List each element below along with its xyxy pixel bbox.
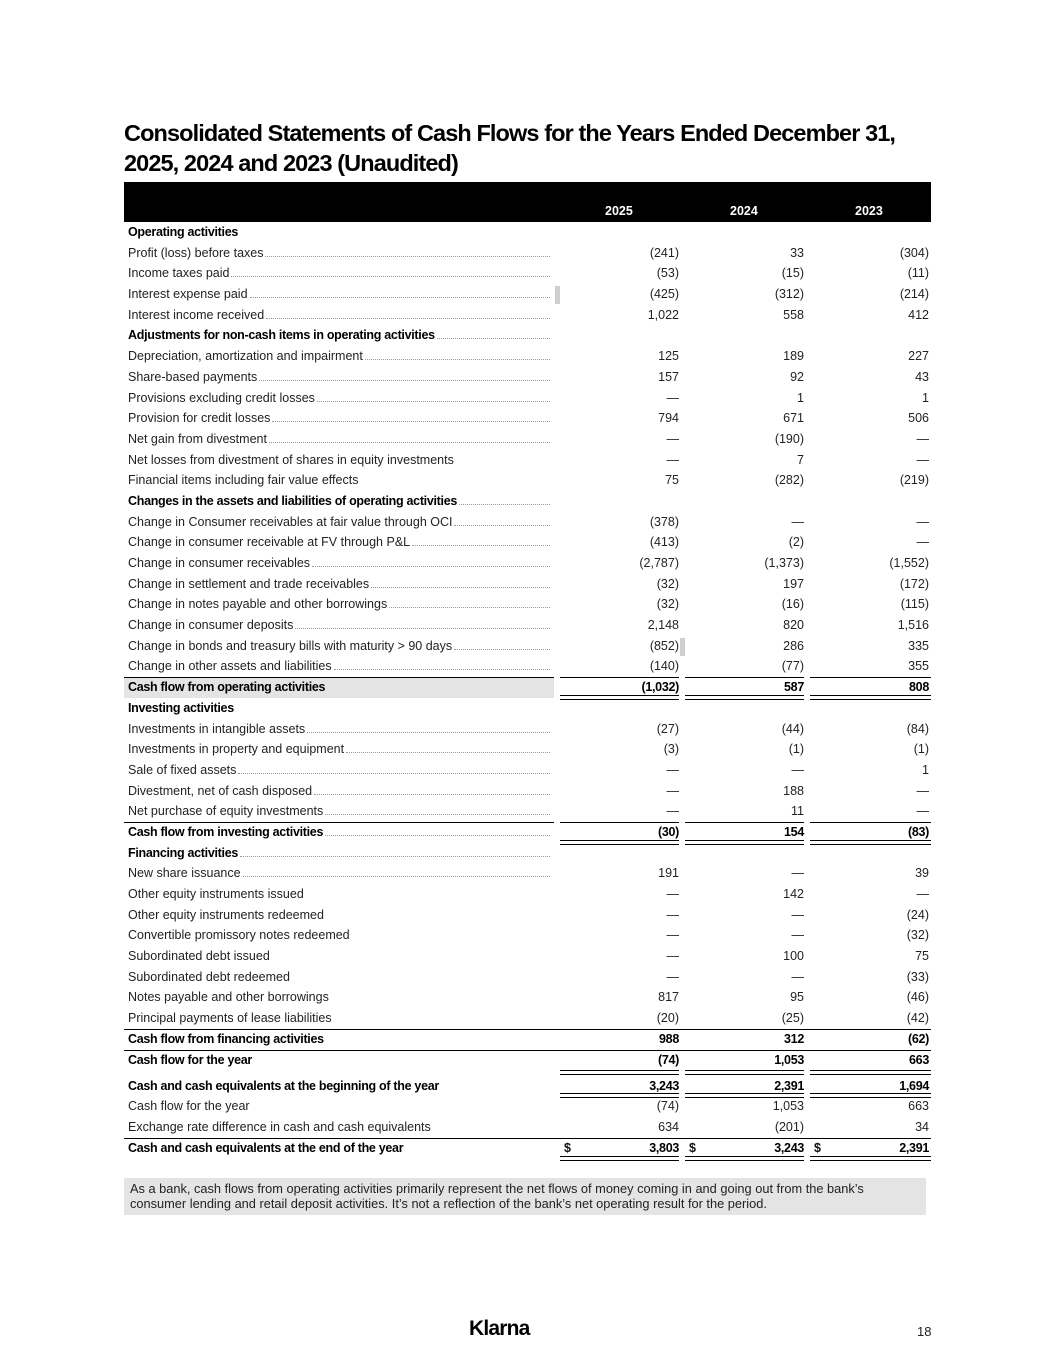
value-2025: 3,243	[649, 1078, 679, 1093]
value-2024: 1	[797, 390, 804, 405]
dot-leader	[454, 649, 550, 650]
value-2025: (3)	[663, 742, 679, 757]
table-row	[124, 574, 931, 595]
value-2024: —	[791, 907, 804, 922]
row-label: Exchange rate difference in cash and cash equivalents	[128, 1119, 431, 1134]
table-row	[124, 863, 931, 884]
row-label: Net purchase of equity investments	[128, 804, 324, 819]
value-2023: 335	[908, 638, 929, 653]
value-2023: —	[916, 887, 929, 901]
value-2025: (1,032)	[641, 680, 679, 695]
row-label: Change in notes payable and other borrowings	[128, 597, 388, 612]
column-header-2023: 2023	[855, 204, 883, 218]
value-2023: 227	[908, 349, 929, 364]
row-label: Subordinated debt issued	[128, 949, 270, 964]
value-2023: 34	[915, 1119, 929, 1134]
value-2024: (25)	[781, 1011, 804, 1026]
value-2023: 39	[915, 866, 929, 881]
value-2024: 154	[784, 824, 804, 839]
value-2025: 1,022	[647, 307, 679, 322]
value-2025: (20)	[656, 1011, 679, 1026]
dot-leader	[265, 256, 550, 257]
value-2024: 1,053	[772, 1099, 804, 1114]
value-2023: 2,391	[899, 1140, 929, 1155]
value-2025: —	[666, 762, 679, 777]
row-label: New share issuance	[128, 866, 241, 881]
value-2023: (32)	[906, 928, 929, 943]
currency-symbol: $	[814, 1140, 821, 1155]
table-row	[124, 594, 931, 615]
value-2023: —	[916, 783, 929, 798]
value-2024: (312)	[774, 287, 804, 302]
row-label: Investments in property and equipment	[128, 742, 345, 757]
dot-leader	[325, 835, 550, 836]
value-2025: —	[666, 431, 679, 446]
table-row	[124, 429, 931, 450]
table-row	[124, 470, 931, 491]
value-2023: (83)	[907, 824, 929, 839]
total-row-cash-end-of-year	[124, 1138, 931, 1159]
value-2025: —	[666, 452, 679, 467]
row-label: Profit (loss) before taxes	[128, 245, 264, 260]
row-label: Cash flow for the year	[128, 1052, 252, 1067]
value-2024: (2)	[788, 535, 804, 550]
value-2025: 157	[658, 369, 679, 384]
row-label: Other equity instruments issued	[128, 887, 304, 901]
double-rule	[560, 1156, 679, 1161]
table-row	[124, 532, 931, 553]
value-2024: (15)	[781, 266, 804, 281]
value-2023: 75	[915, 949, 929, 964]
value-2025: (74)	[656, 1099, 679, 1114]
dot-leader	[454, 525, 550, 526]
table-row	[124, 656, 931, 677]
table-row	[124, 450, 931, 471]
value-2025: (425)	[649, 287, 679, 302]
value-2023: (219)	[899, 473, 929, 488]
value-2024: 671	[783, 411, 804, 426]
column-header-2024: 2024	[730, 204, 758, 218]
value-2025: (241)	[649, 245, 679, 260]
value-2023: (62)	[907, 1031, 929, 1046]
table-row	[124, 553, 931, 574]
dot-leader	[314, 794, 550, 795]
value-2025: (32)	[656, 597, 679, 612]
dot-leader	[295, 628, 550, 629]
dot-leader	[412, 545, 550, 546]
value-2023: (46)	[906, 990, 929, 1005]
row-label: Cash flow from operating activities	[128, 680, 326, 695]
dot-leader	[240, 856, 550, 857]
row-label: Net gain from divestment	[128, 431, 267, 446]
value-2023: (24)	[906, 907, 929, 922]
title-line-2: 2025, 2024 and 2023 (Unaudited)	[124, 150, 458, 176]
value-2025: (32)	[656, 576, 679, 591]
table-row	[124, 512, 931, 533]
table-row	[124, 305, 931, 326]
value-2024: —	[791, 969, 804, 984]
value-2025: 634	[658, 1119, 679, 1134]
table-row	[124, 801, 931, 822]
row-label: Changes in the assets and liabilities of operating activities	[128, 493, 458, 508]
dot-leader	[325, 814, 550, 815]
value-2025: 75	[665, 473, 679, 488]
value-2025: (852)	[649, 638, 679, 653]
double-rule	[685, 1156, 804, 1161]
value-2024: (190)	[774, 431, 804, 446]
table-row	[124, 388, 931, 409]
double-rule	[810, 1156, 931, 1161]
page-title	[124, 118, 954, 178]
value-2024: (201)	[774, 1119, 804, 1134]
value-2025: 3,803	[649, 1140, 679, 1155]
dot-leader	[272, 421, 550, 422]
explanatory-note: As a bank, cash flows from operating activities primarily represent the net flows of money coming in and going out from the bank’s consumer lending and retail deposit activities. It’s not a reflection of the bank’s net operating result for the period.	[124, 1178, 926, 1215]
value-2024: 100	[783, 949, 804, 964]
dot-leader	[269, 442, 550, 443]
row-label: Change in consumer deposits	[128, 618, 294, 633]
klarna-logo: Klarna	[469, 1317, 530, 1340]
row-label: Cash flow for the year	[128, 1099, 250, 1114]
cell-marker	[680, 638, 685, 656]
dot-leader	[389, 607, 550, 608]
value-2025: 2,148	[647, 618, 679, 633]
value-2023: 1,694	[899, 1078, 929, 1093]
table-row	[124, 781, 931, 802]
table-row	[124, 719, 931, 740]
dot-leader	[437, 338, 550, 339]
value-2023: 1,516	[897, 618, 929, 633]
value-2024: —	[791, 866, 804, 881]
value-2024: 92	[790, 369, 804, 384]
double-rule	[685, 1070, 804, 1075]
dot-leader	[346, 752, 550, 753]
value-2025: —	[666, 783, 679, 798]
table-row	[124, 1096, 931, 1117]
table-row	[124, 925, 931, 946]
title-line-1: Consolidated Statements of Cash Flows for the Years Ended December 31,	[124, 120, 896, 146]
value-2025: —	[666, 804, 679, 819]
row-label: Change in Consumer receivables at fair value through OCI	[128, 514, 453, 529]
row-label: Operating activities	[128, 225, 239, 239]
value-2023: (84)	[906, 721, 929, 736]
value-2023: —	[916, 431, 929, 446]
value-2023: 506	[908, 411, 929, 426]
value-2025: 125	[658, 349, 679, 364]
value-2024: 95	[790, 990, 804, 1005]
dot-leader	[231, 276, 550, 277]
row-label: Provision for credit losses	[128, 411, 271, 426]
value-2023: 43	[915, 369, 929, 384]
table-row	[124, 284, 931, 305]
row-label: Other equity instruments redeemed	[128, 907, 324, 922]
value-2024: 587	[784, 680, 804, 695]
row-label: Share-based payments	[128, 369, 258, 384]
value-2023: 412	[908, 307, 929, 322]
row-label: Change in settlement and trade receivables	[128, 576, 370, 591]
value-2025: —	[666, 887, 679, 901]
section-heading-operating	[124, 222, 931, 243]
table-row	[124, 987, 931, 1008]
section-heading-adjustments	[124, 325, 931, 346]
table-row	[124, 1117, 931, 1138]
value-2025: —	[666, 969, 679, 984]
value-2023: —	[916, 452, 929, 467]
row-label: Interest expense paid	[128, 287, 248, 302]
table-row	[124, 967, 931, 988]
dot-leader	[307, 732, 550, 733]
value-2024: (77)	[781, 659, 804, 674]
value-2023: —	[916, 804, 929, 819]
value-2023: (172)	[899, 576, 929, 591]
row-label: Change in consumer receivable at FV through P&L	[128, 535, 411, 550]
dot-leader	[266, 318, 550, 319]
row-label: Notes payable and other borrowings	[128, 990, 329, 1005]
row-label: Investing activities	[128, 700, 234, 715]
value-2025: —	[666, 949, 679, 964]
value-2023: 663	[909, 1052, 929, 1067]
total-row-cash-flow-for-year	[124, 1050, 931, 1076]
dot-leader	[459, 504, 550, 505]
table-row	[124, 367, 931, 388]
value-2025: (30)	[657, 824, 679, 839]
row-label: Interest income received	[128, 307, 265, 322]
row-label: Sale of fixed assets	[128, 762, 237, 777]
row-label: Adjustments for non-cash items in operating activities	[128, 328, 435, 343]
value-2023: (1)	[913, 742, 929, 757]
row-label: Cash and cash equivalents at the end of the year	[128, 1140, 404, 1155]
dot-leader	[238, 773, 550, 774]
section-heading-changes	[124, 491, 931, 512]
value-2025: —	[666, 907, 679, 922]
table-body	[124, 222, 931, 1158]
value-2023: 808	[909, 680, 929, 695]
row-label: Financing activities	[128, 845, 239, 860]
cell-marker	[555, 286, 560, 304]
value-2024: (44)	[781, 721, 804, 736]
value-2025: 191	[658, 866, 679, 881]
section-heading-financing	[124, 843, 931, 864]
table-row	[124, 243, 931, 264]
row-label: Change in other assets and liabilities	[128, 659, 332, 674]
dot-leader	[243, 876, 550, 877]
currency-symbol: $	[564, 1140, 571, 1155]
row-label: Change in consumer receivables	[128, 556, 311, 570]
value-2024: 188	[783, 783, 804, 798]
value-2023: (33)	[906, 969, 929, 984]
value-2025: (27)	[656, 721, 679, 736]
value-2025: (140)	[649, 659, 679, 674]
subtotal-row-financing	[124, 1029, 931, 1050]
value-2023: 355	[908, 659, 929, 674]
value-2024: (1)	[788, 742, 804, 757]
row-label: Subordinated debt redeemed	[128, 969, 290, 984]
value-2025: (378)	[649, 514, 679, 529]
row-label: Cash flow from investing activities	[128, 824, 324, 839]
row-label: Cash flow from financing activities	[128, 1031, 324, 1046]
table-row	[124, 263, 931, 284]
row-label: Depreciation, amortization and impairment	[128, 349, 363, 364]
double-rule	[810, 1070, 931, 1075]
table-row	[124, 739, 931, 760]
value-2023: (214)	[899, 287, 929, 302]
row-label: Change in bonds and treasury bills with maturity > 90 days	[128, 638, 453, 653]
table-row	[124, 636, 931, 657]
double-rule	[560, 1070, 679, 1075]
table-row	[124, 760, 931, 781]
value-2025: (413)	[649, 535, 679, 550]
value-2024: 2,391	[774, 1078, 804, 1093]
value-2023: (115)	[900, 597, 929, 612]
row-label: Divestment, net of cash disposed	[128, 783, 313, 798]
value-2024: (1,373)	[764, 556, 804, 570]
value-2024: 558	[783, 307, 804, 322]
value-2025: (74)	[657, 1052, 679, 1067]
subtotal-row-investing	[124, 822, 931, 843]
value-2024: 3,243	[774, 1140, 804, 1155]
dot-leader	[250, 297, 550, 298]
value-2024: 33	[790, 245, 804, 260]
table-row	[124, 946, 931, 967]
row-label: Cash and cash equivalents at the beginning of the year	[128, 1078, 439, 1093]
value-2025: (53)	[656, 266, 679, 281]
row-label: Convertible promissory notes redeemed	[128, 928, 350, 943]
value-2024: 312	[784, 1031, 804, 1046]
table-header	[124, 182, 931, 222]
value-2024: 11	[791, 804, 804, 819]
value-2023: (11)	[907, 266, 929, 281]
value-2023: (1,552)	[889, 556, 929, 570]
row-label: Investments in intangible assets	[128, 721, 306, 736]
value-2024: 820	[783, 618, 804, 633]
value-2024: 286	[783, 638, 804, 653]
value-2025: 794	[658, 411, 679, 426]
table-row	[124, 1008, 931, 1029]
value-2023: —	[916, 514, 929, 529]
row-label: Provisions excluding credit losses	[128, 390, 315, 405]
dot-leader	[259, 380, 550, 381]
value-2023: (304)	[899, 245, 929, 260]
dot-leader	[312, 566, 550, 567]
value-2024: 197	[783, 576, 804, 591]
value-2024: 142	[783, 887, 804, 901]
row-label: Financial items including fair value effects	[128, 473, 359, 488]
row-label: Net losses from divestment of shares in equity investments	[128, 452, 454, 467]
cash-flow-table	[124, 182, 931, 1158]
value-2024: 189	[783, 349, 804, 364]
value-2024: 7	[797, 452, 804, 467]
dot-leader	[365, 359, 550, 360]
value-2023: 663	[908, 1099, 929, 1114]
subtotal-row-operating	[124, 677, 931, 698]
value-2024: —	[791, 514, 804, 529]
row-label: Principal payments of lease liabilities	[128, 1011, 332, 1026]
dot-leader	[317, 401, 550, 402]
currency-symbol: $	[689, 1140, 696, 1155]
table-row	[124, 408, 931, 429]
value-2025: 817	[658, 990, 679, 1005]
row-cash-beginning-of-year	[124, 1076, 931, 1097]
value-2025: 988	[659, 1031, 679, 1046]
value-2024: 1,053	[774, 1052, 804, 1067]
value-2023: 1	[922, 390, 929, 405]
value-2023: 1	[922, 762, 929, 777]
value-2025: —	[666, 390, 679, 405]
value-2023: (42)	[906, 1011, 929, 1026]
value-2024: (16)	[781, 597, 804, 612]
row-label: Income taxes paid	[128, 266, 230, 281]
section-heading-investing	[124, 698, 931, 719]
table-row	[124, 884, 931, 905]
value-2024: —	[791, 928, 804, 943]
value-2024: —	[791, 762, 804, 777]
value-2025: (2,787)	[639, 556, 679, 570]
table-row	[124, 346, 931, 367]
value-2024: (282)	[774, 473, 804, 488]
column-header-2025: 2025	[605, 204, 633, 218]
table-row	[124, 905, 931, 926]
dot-leader	[371, 587, 550, 588]
value-2025: —	[666, 928, 679, 943]
dot-leader	[334, 669, 550, 670]
table-row	[124, 615, 931, 636]
value-2023: —	[916, 535, 929, 550]
page-number: 18	[917, 1324, 932, 1339]
